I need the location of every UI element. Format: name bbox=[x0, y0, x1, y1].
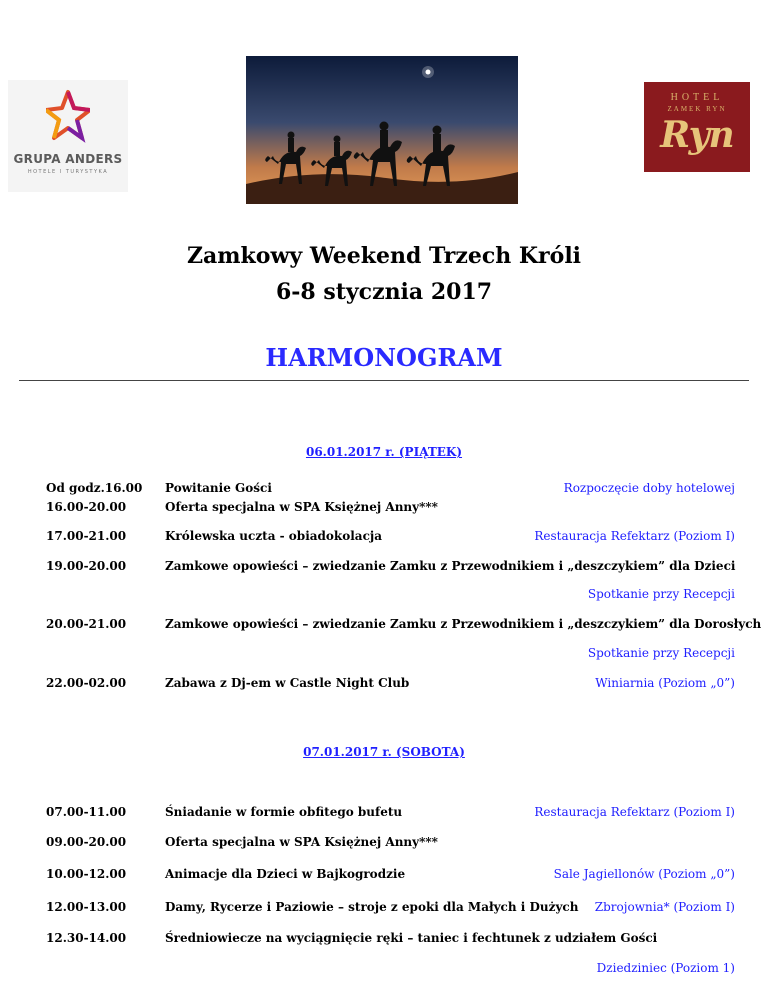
schedule-event: Zabawa z Dj-em w Castle Night Club bbox=[165, 676, 410, 690]
logo-ryn-script: Ryn bbox=[660, 114, 734, 156]
schedule-location: Winiarnia (Poziom „0”) bbox=[595, 676, 735, 690]
schedule-event: Królewska uczta - obiadokolacja bbox=[165, 529, 383, 543]
heading-divider bbox=[19, 380, 749, 381]
schedule-location: Dziedziniec (Poziom 1) bbox=[596, 961, 735, 975]
schedule-location: Sale Jagiellonów (Poziom „0”) bbox=[553, 867, 735, 881]
schedule-location: Restauracja Refektarz (Poziom I) bbox=[534, 529, 735, 543]
schedule-time: 17.00-21.00 bbox=[46, 529, 127, 543]
schedule-location: Spotkanie przy Recepcji bbox=[587, 646, 735, 660]
schedule-location: Rozpoczęcie doby hotelowej bbox=[563, 481, 735, 495]
schedule-location: Spotkanie przy Recepcji bbox=[587, 587, 735, 601]
schedule-event: Oferta specjalna w SPA Księżnej Anny*** bbox=[165, 500, 438, 514]
schedule-event: Zamkowe opowieści – zwiedzanie Zamku z Przewodnikiem i „deszczykiem” dla Dzieci bbox=[165, 559, 736, 573]
schedule-event: Zamkowe opowieści – zwiedzanie Zamku z Przewodnikiem i „deszczykiem” dla Dorosłych bbox=[165, 617, 762, 631]
logo-brand-text: GRUPA ANDERS bbox=[13, 152, 123, 166]
schedule-time: 22.00-02.00 bbox=[46, 676, 127, 690]
schedule-time: 07.00-11.00 bbox=[46, 805, 127, 819]
schedule-event: Śniadanie w formie obfitego bufetu bbox=[165, 805, 403, 819]
schedule-time: 16.00-20.00 bbox=[46, 500, 127, 514]
event-dates: 6-8 stycznia 2017 bbox=[275, 279, 493, 305]
event-title: Zamkowy Weekend Trzech Króli bbox=[186, 243, 582, 269]
day2-label: 07.01.2017 r. (SOBOTA) bbox=[303, 745, 465, 759]
schedule-time: 12.00-13.00 bbox=[46, 900, 127, 914]
schedule-time: Od godz.16.00 bbox=[46, 481, 143, 495]
schedule-event: Średniowiecze na wyciągnięcie ręki – taniec i fechtunek z udziałem Gości bbox=[165, 931, 658, 945]
schedule-event: Damy, Rycerze i Paziowie – stroje z epoki dla Małych i Dużych bbox=[165, 900, 579, 914]
schedule-event: Oferta specjalna w SPA Księżnej Anny*** bbox=[165, 835, 438, 849]
schedule-heading: HARMONOGRAM bbox=[265, 343, 503, 372]
grupa-anders-logo bbox=[8, 80, 128, 192]
schedule-event: Animacje dla Dzieci w Bajkogrodzie bbox=[165, 867, 406, 881]
schedule-time: 19.00-20.00 bbox=[46, 559, 127, 573]
logo-hotel-text: HOTEL bbox=[670, 92, 724, 103]
schedule-time: 20.00-21.00 bbox=[46, 617, 127, 631]
day1-label: 06.01.2017 r. (PIĄTEK) bbox=[305, 445, 463, 459]
schedule-time: 10.00-12.00 bbox=[46, 867, 127, 881]
schedule-time: 12.30-14.00 bbox=[46, 931, 127, 945]
logo-sub-text: HOTELE I TURYSTYKA bbox=[27, 169, 109, 175]
three-kings-photo bbox=[246, 56, 518, 204]
schedule-location: Zbrojownia* (Poziom I) bbox=[594, 900, 735, 914]
hotel-zamek-ryn-logo bbox=[644, 82, 750, 172]
schedule-event: Powitanie Gości bbox=[165, 481, 272, 495]
schedule-time: 09.00-20.00 bbox=[46, 835, 127, 849]
logo-zamek-text: ZAMEK RYN bbox=[667, 105, 727, 113]
star-logo-icon bbox=[46, 88, 90, 144]
schedule-location: Restauracja Refektarz (Poziom I) bbox=[534, 805, 735, 819]
